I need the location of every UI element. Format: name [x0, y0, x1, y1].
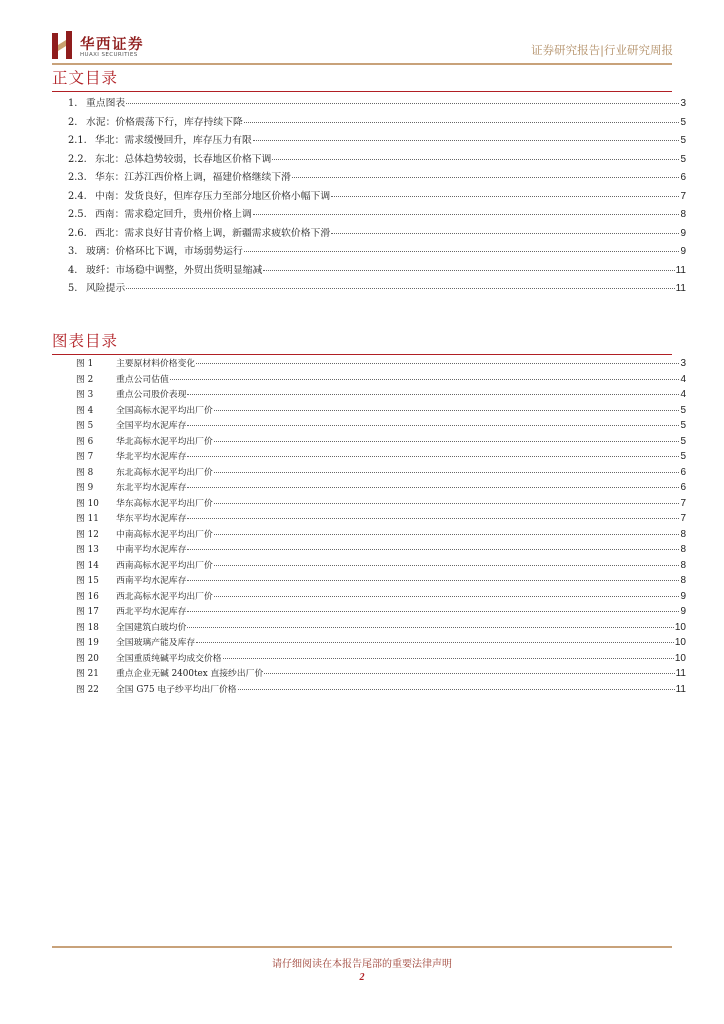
- figure-page: 3: [680, 358, 686, 369]
- toc-item[interactable]: [68, 95, 686, 114]
- figure-item[interactable]: [76, 372, 686, 388]
- figure-page: 6: [680, 466, 686, 478]
- figure-text: 华东平均水泥库存: [116, 514, 187, 524]
- toc-leader-dots: [187, 548, 679, 550]
- toc-item-number: 2.5.: [68, 209, 87, 220]
- toc-item-page: 7: [680, 190, 686, 202]
- figure-label: 图 9: [76, 483, 94, 493]
- figure-item[interactable]: [76, 480, 686, 496]
- toc-leader-dots: [244, 121, 680, 123]
- figure-text: 主要原材料价格变化: [116, 359, 196, 369]
- toc-item-number: 4.: [68, 264, 78, 276]
- figure-text: 西南高标水泥平均出厂价: [116, 560, 213, 571]
- toc-list: [68, 95, 686, 299]
- figure-page: 10: [674, 652, 686, 664]
- toc-leader-dots: [187, 455, 679, 457]
- figure-label: 图 14: [76, 560, 99, 571]
- figure-label: 图 21: [76, 669, 99, 679]
- toc-item[interactable]: [68, 280, 686, 299]
- figure-page: 8: [680, 575, 686, 586]
- report-type-label: 证券研究报告|行业研究周报: [531, 43, 673, 57]
- toc-title: 正文目录: [52, 69, 119, 87]
- figure-item[interactable]: [76, 651, 686, 667]
- figure-text: 重点公司估值: [116, 374, 169, 385]
- logo-text-cn: 华西证券: [80, 36, 144, 53]
- figure-text: 全国建筑白玻均价: [116, 622, 187, 633]
- figure-page: 8: [680, 559, 686, 571]
- figure-label: 图 22: [76, 684, 99, 695]
- toc-item-text: 西南：需求稳定回升，贵州价格上调: [95, 209, 252, 220]
- toc-leader-dots: [253, 139, 680, 141]
- figure-item[interactable]: [76, 449, 686, 465]
- figure-item[interactable]: [76, 666, 686, 682]
- figure-text: 中南平均水泥库存: [116, 545, 187, 555]
- figure-page: 7: [680, 497, 686, 509]
- huaxi-logo-icon: [52, 31, 74, 59]
- figure-label: 图 13: [76, 545, 99, 555]
- header-divider: [52, 63, 672, 65]
- toc-leader-dots: [187, 517, 679, 519]
- figure-item[interactable]: [76, 620, 686, 636]
- toc-leader-dots: [214, 440, 680, 442]
- toc-item-number: 2.3.: [68, 172, 87, 183]
- toc-item-number: 2.1.: [68, 135, 87, 146]
- toc-item[interactable]: [68, 151, 686, 170]
- toc-leader-dots: [187, 424, 679, 426]
- toc-leader-dots: [263, 269, 674, 271]
- toc-item-text: 风险提示: [86, 283, 126, 294]
- figure-item[interactable]: [76, 635, 686, 651]
- figure-label: 图 17: [76, 607, 99, 617]
- toc-leader-dots: [214, 502, 680, 504]
- figure-text: 全国高标水泥平均出厂价: [116, 405, 213, 416]
- figure-page: 7: [680, 513, 686, 524]
- toc-item-text: 中南：发货良好，但库存压力至部分地区价格小幅下调: [95, 190, 331, 202]
- toc-item-text: 西北：需求良好甘青价格上调，新疆需求疲软价格下滑: [95, 227, 331, 239]
- figure-page: 8: [680, 544, 686, 555]
- figure-item[interactable]: [76, 496, 686, 512]
- page-header: [0, 0, 724, 70]
- toc-leader-dots: [187, 393, 679, 395]
- figure-label: 图 6: [76, 436, 94, 447]
- toc-item-number: 2.6.: [68, 227, 87, 239]
- figure-page: 4: [680, 373, 686, 385]
- logo-text-en: HUAXI SECURITIES: [80, 52, 138, 58]
- toc-item-page: 11: [675, 264, 686, 276]
- figure-item[interactable]: [76, 682, 686, 698]
- toc-leader-dots: [264, 672, 674, 674]
- figure-page: 10: [674, 637, 686, 648]
- toc-item-page: 11: [675, 283, 686, 294]
- toc-item-page: 8: [680, 209, 686, 220]
- figure-label: 图 4: [76, 405, 94, 416]
- figure-label: 图 11: [76, 514, 99, 524]
- toc-item[interactable]: [68, 132, 686, 151]
- figure-text: 华北高标水泥平均出厂价: [116, 436, 213, 447]
- figures-list: [76, 356, 686, 697]
- figure-item[interactable]: [76, 418, 686, 434]
- toc-leader-dots: [187, 626, 673, 628]
- toc-leader-dots: [196, 362, 679, 364]
- toc-leader-dots: [187, 486, 679, 488]
- toc-item-page: 5: [680, 153, 686, 165]
- figure-page: 5: [680, 435, 686, 447]
- toc-item-page: 9: [680, 246, 686, 257]
- footer-divider: [52, 946, 672, 948]
- toc-leader-dots: [187, 579, 679, 581]
- figure-page: 5: [680, 451, 686, 462]
- figure-label: 图 10: [76, 498, 99, 509]
- figure-label: 图 15: [76, 576, 99, 586]
- figure-page: 10: [674, 621, 686, 633]
- toc-leader-dots: [214, 409, 680, 411]
- toc-item-number: 5.: [68, 283, 78, 294]
- toc-item-number: 2.: [68, 116, 78, 128]
- toc-leader-dots: [126, 102, 679, 104]
- figure-page: 5: [680, 404, 686, 416]
- figure-label: 图 18: [76, 622, 99, 633]
- toc-leader-dots: [331, 232, 679, 234]
- figure-item[interactable]: [76, 511, 686, 527]
- figure-text: 全国重质纯碱平均成交价格: [116, 653, 222, 664]
- toc-item-page: 5: [680, 116, 686, 128]
- figure-item[interactable]: [76, 589, 686, 605]
- figure-text: 重点企业无碱 2400tex 直接纱出厂价: [116, 669, 264, 679]
- figure-item[interactable]: [76, 465, 686, 481]
- figure-item[interactable]: [76, 604, 686, 620]
- toc-item-text: 水泥：价格震荡下行，库存持续下降: [86, 116, 243, 128]
- figures-title: 图表目录: [52, 332, 119, 350]
- toc-leader-dots: [187, 610, 679, 612]
- figure-text: 中南高标水泥平均出厂价: [116, 529, 213, 540]
- toc-leader-dots: [214, 533, 680, 535]
- toc-item[interactable]: [68, 188, 686, 207]
- figure-item[interactable]: [76, 434, 686, 450]
- toc-leader-dots: [272, 158, 679, 160]
- toc-leader-dots: [214, 595, 680, 597]
- toc-item[interactable]: [68, 206, 686, 225]
- toc-leader-dots: [238, 688, 675, 690]
- figure-page: 9: [680, 606, 686, 617]
- toc-leader-dots: [331, 195, 679, 197]
- figure-text: 东北平均水泥库存: [116, 483, 187, 493]
- toc-leader-dots: [244, 250, 680, 252]
- figure-text: 全国 G75 电子纱平均出厂价格: [116, 684, 237, 695]
- figure-text: 西南平均水泥库存: [116, 576, 187, 586]
- figure-label: 图 19: [76, 638, 99, 648]
- legal-disclaimer: 请仔细阅读在本报告尾部的重要法律声明: [272, 959, 452, 970]
- figures-title-rule: [52, 354, 672, 355]
- figure-text: 东北高标水泥平均出厂价: [116, 467, 213, 478]
- toc-item-text: 华东：江苏江西价格上调，福建价格继续下滑: [95, 172, 291, 183]
- toc-item[interactable]: [68, 114, 686, 133]
- figure-page: 5: [680, 420, 686, 431]
- figure-item[interactable]: [76, 527, 686, 543]
- figure-label: 图 12: [76, 529, 99, 540]
- figure-text: 华北平均水泥库存: [116, 452, 187, 462]
- figure-label: 图 16: [76, 591, 99, 602]
- toc-item[interactable]: [68, 169, 686, 188]
- toc-leader-dots: [214, 564, 680, 566]
- figure-item[interactable]: [76, 542, 686, 558]
- toc-item-number: 3.: [68, 246, 78, 257]
- toc-leader-dots: [126, 287, 674, 289]
- toc-title-rule: [52, 91, 672, 92]
- toc-item-page: 3: [680, 98, 686, 109]
- figure-text: 全国玻璃产能及库存: [116, 638, 196, 648]
- figure-item[interactable]: [76, 356, 686, 372]
- figure-label: 图 3: [76, 390, 94, 400]
- toc-item-number: 2.4.: [68, 190, 87, 202]
- figure-text: 华东高标水泥平均出厂价: [116, 498, 213, 509]
- figure-page: 8: [680, 528, 686, 540]
- figure-text: 全国平均水泥库存: [116, 421, 187, 431]
- figure-item[interactable]: [76, 387, 686, 403]
- figure-label: 图 1: [76, 359, 94, 369]
- figure-label: 图 8: [76, 467, 94, 478]
- toc-item-text: 玻璃：价格环比下调，市场弱势运行: [86, 246, 243, 257]
- toc-item[interactable]: [68, 225, 686, 244]
- figure-page: 9: [680, 590, 686, 602]
- toc-item-text: 玻纤：市场稳中调整，外贸出货明显缩减: [86, 264, 263, 276]
- page-number: 2: [359, 972, 365, 983]
- toc-leader-dots: [292, 176, 680, 178]
- toc-leader-dots: [196, 641, 674, 643]
- toc-item-page: 9: [680, 227, 686, 239]
- toc-item[interactable]: [68, 262, 686, 281]
- toc-item-page: 5: [680, 135, 686, 146]
- figure-item[interactable]: [76, 558, 686, 574]
- figure-text: 西北平均水泥库存: [116, 607, 187, 617]
- figure-label: 图 2: [76, 374, 94, 385]
- toc-leader-dots: [223, 657, 674, 659]
- figure-label: 图 7: [76, 452, 94, 462]
- toc-leader-dots: [214, 471, 680, 473]
- toc-leader-dots: [170, 378, 680, 380]
- figure-page: 4: [680, 389, 686, 400]
- figure-page: 6: [680, 482, 686, 493]
- figure-item[interactable]: [76, 403, 686, 419]
- figure-page: 11: [675, 683, 686, 695]
- figure-label: 图 20: [76, 653, 99, 664]
- figure-text: 西北高标水泥平均出厂价: [116, 591, 213, 602]
- toc-item-text: 重点图表: [86, 98, 126, 109]
- figure-item[interactable]: [76, 573, 686, 589]
- figure-page: 11: [675, 668, 686, 679]
- toc-item-number: 2.2.: [68, 153, 87, 165]
- toc-item[interactable]: [68, 243, 686, 262]
- toc-item-text: 东北：总体趋势较弱，长春地区价格下调: [95, 153, 272, 165]
- toc-leader-dots: [253, 213, 680, 215]
- figure-label: 图 5: [76, 421, 94, 431]
- toc-item-page: 6: [680, 172, 686, 183]
- toc-item-number: 1.: [68, 98, 78, 109]
- figure-text: 重点公司股价表现: [116, 390, 187, 400]
- toc-item-text: 华北：需求缓慢回升，库存压力有限: [95, 135, 252, 146]
